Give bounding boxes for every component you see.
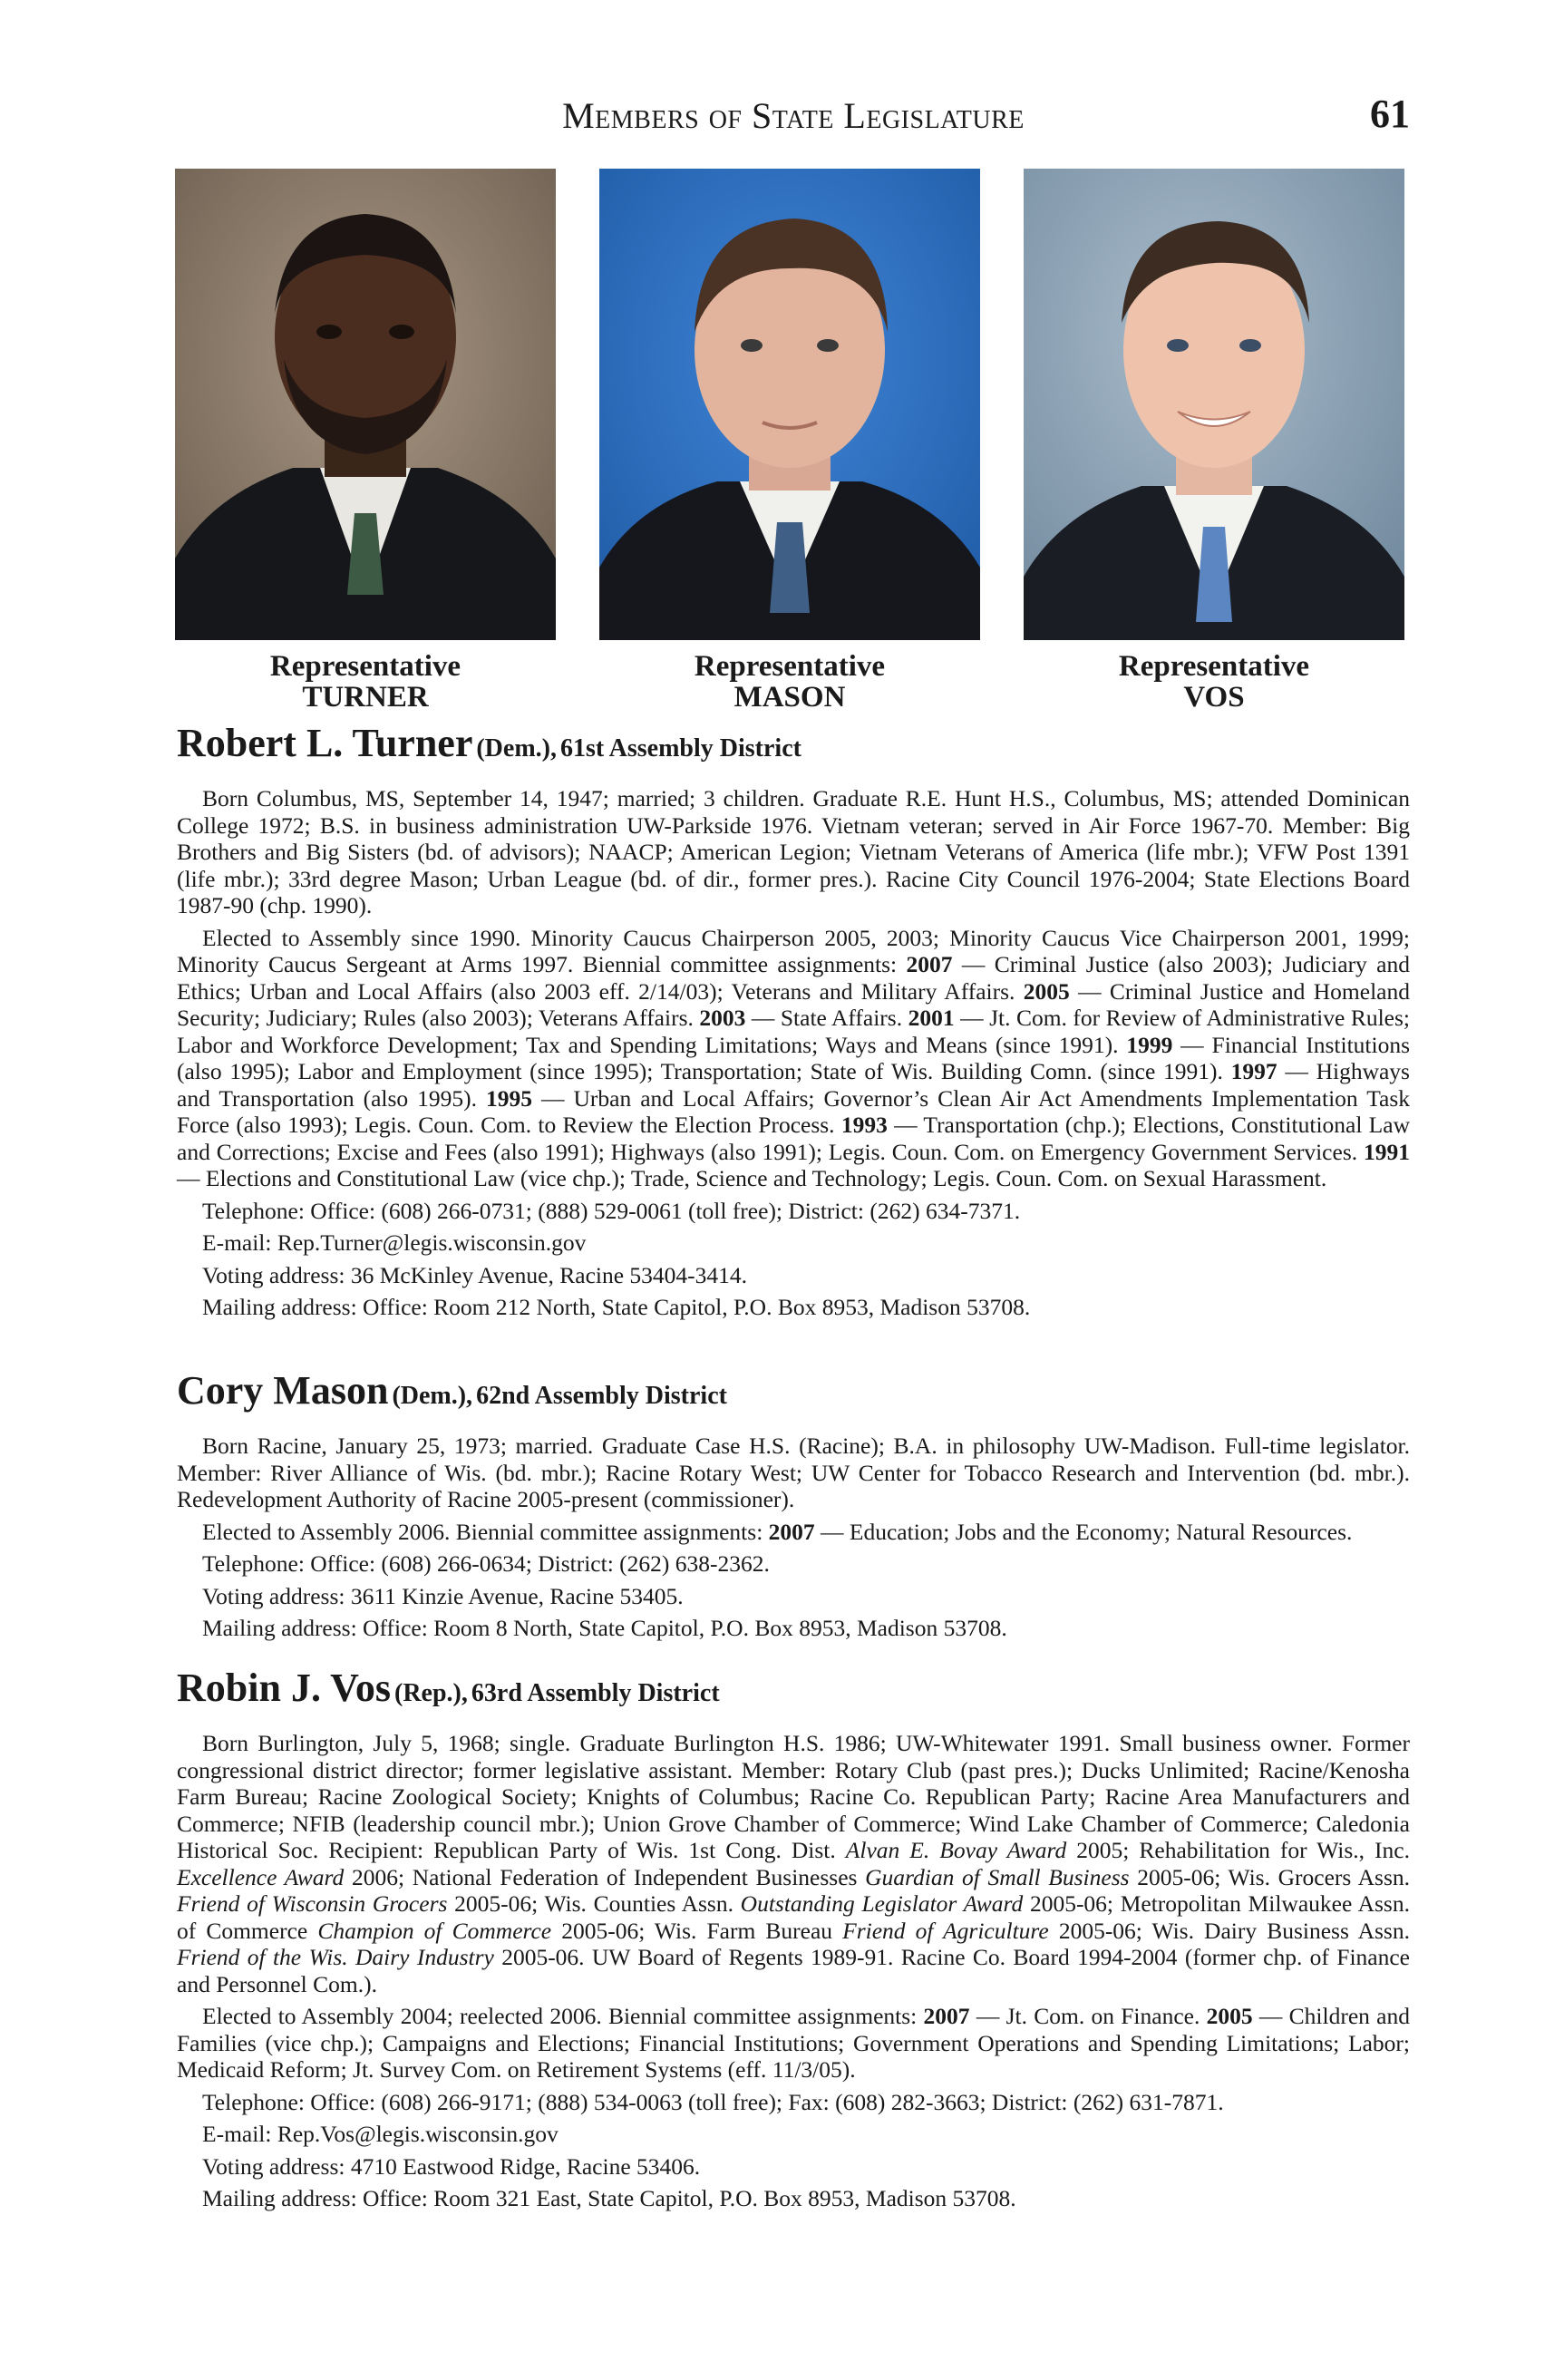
award-title: Excellence Award: [177, 1863, 345, 1890]
caption-name: TURNER: [302, 681, 429, 714]
bio-email: E-mail: Rep.Turner@legis.wisconsin.gov: [202, 1229, 587, 1256]
member-name: Robert L. Turner: [177, 721, 473, 765]
text-run: 2005-06; Wis. Grocers Assn.: [1129, 1863, 1410, 1890]
member-party: (Dem.),: [392, 1382, 473, 1410]
year-label: 1991: [1364, 1138, 1410, 1165]
award-title: Friend of the Wis. Dairy Industry: [177, 1944, 494, 1970]
bio-heading: [177, 1666, 1410, 1719]
caption-turner: [175, 651, 556, 713]
biography-turner: [177, 722, 1410, 1326]
caption-title: Representative: [269, 650, 461, 683]
text-run: — Elections and Constitutional Law (vice chp.); Trade, Science and Technology; Legis. Coun. Com. on Sexual Harassment.: [177, 1165, 1327, 1191]
bio-mailing-address: Mailing address: Office: Room 8 North, State Capitol, P.O. Box 8953, Madison 53708.: [202, 1615, 1007, 1641]
bio-telephone: Telephone: Office: (608) 266-0731; (888) 529-0061 (toll free); District: (262) 634-7371.: [202, 1197, 1021, 1224]
running-header: [177, 94, 1410, 149]
bio-mailing-address: Mailing address: Office: Room 321 East, State Capitol, P.O. Box 8953, Madison 53708.: [202, 2185, 1016, 2211]
year-label: 2005: [1023, 977, 1070, 1005]
member-name: Cory Mason: [177, 1368, 389, 1413]
bio-heading: [177, 722, 1410, 774]
bio-background: [177, 1730, 1410, 1997]
text-run: — Education; Jobs and the Economy; Natural Resources.: [814, 1518, 1353, 1545]
year-label: 2005: [1206, 2003, 1253, 2029]
bio-committees: [177, 2003, 1410, 2084]
award-title: Alvan E. Bovay Award: [845, 1837, 1067, 1863]
award-title: Champion of Commerce: [317, 1917, 552, 1944]
year-label: 2001: [908, 1005, 955, 1031]
photo-row: [0, 169, 1564, 640]
year-label: 2007: [906, 951, 953, 977]
text-run: 2005-06; Wis. Dairy Business Assn.: [1048, 1917, 1410, 1944]
text-run: 2005-06; Wis. Farm Bureau: [551, 1917, 843, 1944]
text-run: — Children and Families (vice chp.); Campaigns and Elections; Financial Institutions; Government Operations and Spending Limitations; Labor; Medicaid Reform; Jt. Survey Com. on Retirement Systems (eff. 11/3/05).: [177, 2003, 1410, 2083]
bio-background: Born Racine, January 25, 1973; married. Graduate Case H.S. (Racine); B.A. in philosophy UW-Madison. Full-time legislator. Member: River Alliance of Wis. (bd. mbr.); Racine Rotary West; UW Center for Tobacco Research and Intervention (bd. mbr.). Redevelopment Authority of Racine 2005-present (commissioner).: [177, 1433, 1410, 1512]
award-title: Outstanding Legislator Award: [740, 1890, 1024, 1917]
award-title: Friend of Agriculture: [842, 1917, 1049, 1944]
member-district: 61st Assembly District: [559, 734, 801, 763]
year-label: 1995: [486, 1084, 533, 1112]
biography-mason: [177, 1369, 1410, 1647]
text-run: — Jt. Com. on Finance.: [969, 2003, 1207, 2029]
text-run: 2005-06. UW Board of Regents 1989-91. Racine Co. Board 1994-2004 (former chp. of Finance and Personnel Com.).: [177, 1944, 1410, 1997]
member-party: (Dem.),: [476, 734, 557, 763]
bio-voting-address: Voting address: 4710 Eastwood Ridge, Racine 53406.: [202, 2152, 701, 2180]
photo-captions: [0, 651, 1564, 724]
text-run: — Criminal Justice (also 2003); Judiciary and Ethics; Urban and Local Affairs (also 2003 eff. 2/14/03); Veterans and Military Affairs.: [177, 951, 1410, 1005]
bio-telephone: Telephone: Office: (608) 266-9171; (888) 534-0063 (toll free); Fax: (608) 282-3663; District: (262) 631-7871.: [202, 2088, 1224, 2115]
portrait-photo-vos: [1024, 169, 1404, 640]
text-run: Born Burlington, July 5, 1968; single. Graduate Burlington H.S. 1986; UW-Whitewater 1991. Small business owner. Former congressional district director; former legislative assistant. Member: Rotary Club (past pres.); Ducks Unlimited; Racine/Kenosha Farm Bureau; Racine Zoological Society; Knights of Columbus; Racine Co. Republican Party; Racine Area Manufacturers and Commerce; NFIB (leadership council mbr.); Union Grove Chamber of Commerce; Wind Lake Chamber of Commerce; Caledonia Historical Soc. Recipient: Republican Party of Wis. 1st Cong. Dist.: [177, 1730, 1410, 1863]
bio-email: E-mail: Rep.Vos@legis.wisconsin.gov: [202, 2121, 559, 2147]
text-run: — Jt. Com. for Review of Administrative Rules; Labor and Workforce Development; Tax and Spending Limitations; Ways and Means (since 1991).: [177, 1005, 1410, 1058]
year-label: 2003: [699, 1005, 746, 1031]
biography-vos: [177, 1666, 1410, 2218]
text-run: — Highways and Transportation (also 1995).: [177, 1058, 1410, 1112]
member-name: Robin J. Vos: [177, 1666, 392, 1710]
caption-title: Representative: [1118, 650, 1310, 683]
bio-background: Born Columbus, MS, September 14, 1947; married; 3 children. Graduate R.E. Hunt H.S., Columbus, MS; attended Dominican College 1972; B.S. in business administration UW-Parkside 1976. Vietnam veteran; served in Air Force 1967-70. Member: Big Brothers and Big Sisters (bd. of advisors); NAACP; American Legion; Vietnam Veterans of America (life mbr.); VFW Post 1391 (life mbr.); 33rd degree Mason; Urban League (bd. of dir., former pres.). Racine City Council 1976-2004; State Elections Board 1987-90 (chp. 1990).: [177, 785, 1410, 918]
portrait-photo-mason: [599, 169, 980, 640]
year-label: 1997: [1230, 1058, 1277, 1084]
caption-name: VOS: [1183, 681, 1245, 714]
year-label: 1999: [1126, 1031, 1173, 1058]
bio-committees: [177, 925, 1410, 1192]
caption-title: Representative: [694, 650, 886, 683]
text-run: — Urban and Local Affairs; Governor’s Clean Air Act Amendments Implementation Task Force (also 1993); Legis. Coun. Com. to Review the Election Process.: [177, 1084, 1410, 1138]
text-run: — Financial Institutions (also 1995); Labor and Employment (since 1995); Transportation; State of Wis. Building Comn. (since 1991).: [177, 1031, 1410, 1084]
award-title: Friend of Wisconsin Grocers: [177, 1890, 448, 1917]
caption-vos: [1024, 651, 1404, 713]
member-district: 63rd Assembly District: [471, 1679, 720, 1707]
text-run: — Criminal Justice and Homeland Security; Judiciary; Rules (also 2003); Veterans Affairs.: [177, 977, 1410, 1031]
text-run: 2005-06; Wis. Counties Assn.: [447, 1890, 741, 1917]
caption-mason: [599, 651, 980, 713]
text-run: Elected to Assembly since 1990. Minority Caucus Chairperson 2005, 2003; Minority Caucus Vice Chairperson 2001, 1999; Minority Caucus Sergeant at Arms 1997. Biennial committee assignments:: [177, 924, 1410, 977]
text-run: 2006; National Federation of Independent Businesses: [344, 1863, 866, 1890]
year-label: 2007: [923, 2003, 970, 2029]
bio-heading: [177, 1369, 1410, 1422]
caption-name: MASON: [733, 681, 846, 714]
text-run: — Transportation (chp.); Elections, Constitutional Law and Corrections; Excise and Fees (also 1991); Highways (also 1991); Legis. Coun. Com. on Emergency Government Services.: [177, 1112, 1410, 1165]
page-number: 61: [1370, 92, 1410, 136]
text-run: Elected to Assembly 2004; reelected 2006. Biennial committee assignments:: [202, 2003, 924, 2029]
year-label: 2007: [768, 1518, 815, 1545]
bio-voting-address: Voting address: 36 McKinley Avenue, Racine 53404-3414.: [202, 1261, 748, 1288]
bio-voting-address: Voting address: 3611 Kinzie Avenue, Racine 53405.: [202, 1582, 684, 1609]
award-title: Guardian of Small Business: [865, 1863, 1130, 1890]
text-run: Elected to Assembly 2006. Biennial committee assignments:: [202, 1518, 769, 1545]
year-label: 1993: [840, 1112, 888, 1138]
bio-committees: [177, 1519, 1410, 1546]
text-run: 2005; Rehabilitation for Wis., Inc.: [1066, 1837, 1410, 1863]
bio-telephone: Telephone: Office: (608) 266-0634; District: (262) 638-2362.: [202, 1550, 770, 1577]
portrait-photo-turner: [175, 169, 556, 640]
text-run: — State Affairs.: [745, 1005, 908, 1031]
member-party: (Rep.),: [394, 1679, 468, 1707]
text-run: 2005-06; Metropolitan Milwaukee Assn. of Commerce: [177, 1890, 1410, 1944]
running-title: Members of State Legislature: [562, 95, 1025, 136]
member-district: 62nd Assembly District: [476, 1382, 727, 1410]
bio-mailing-address: Mailing address: Office: Room 212 North, State Capitol, P.O. Box 8953, Madison 53708.: [202, 1294, 1031, 1320]
